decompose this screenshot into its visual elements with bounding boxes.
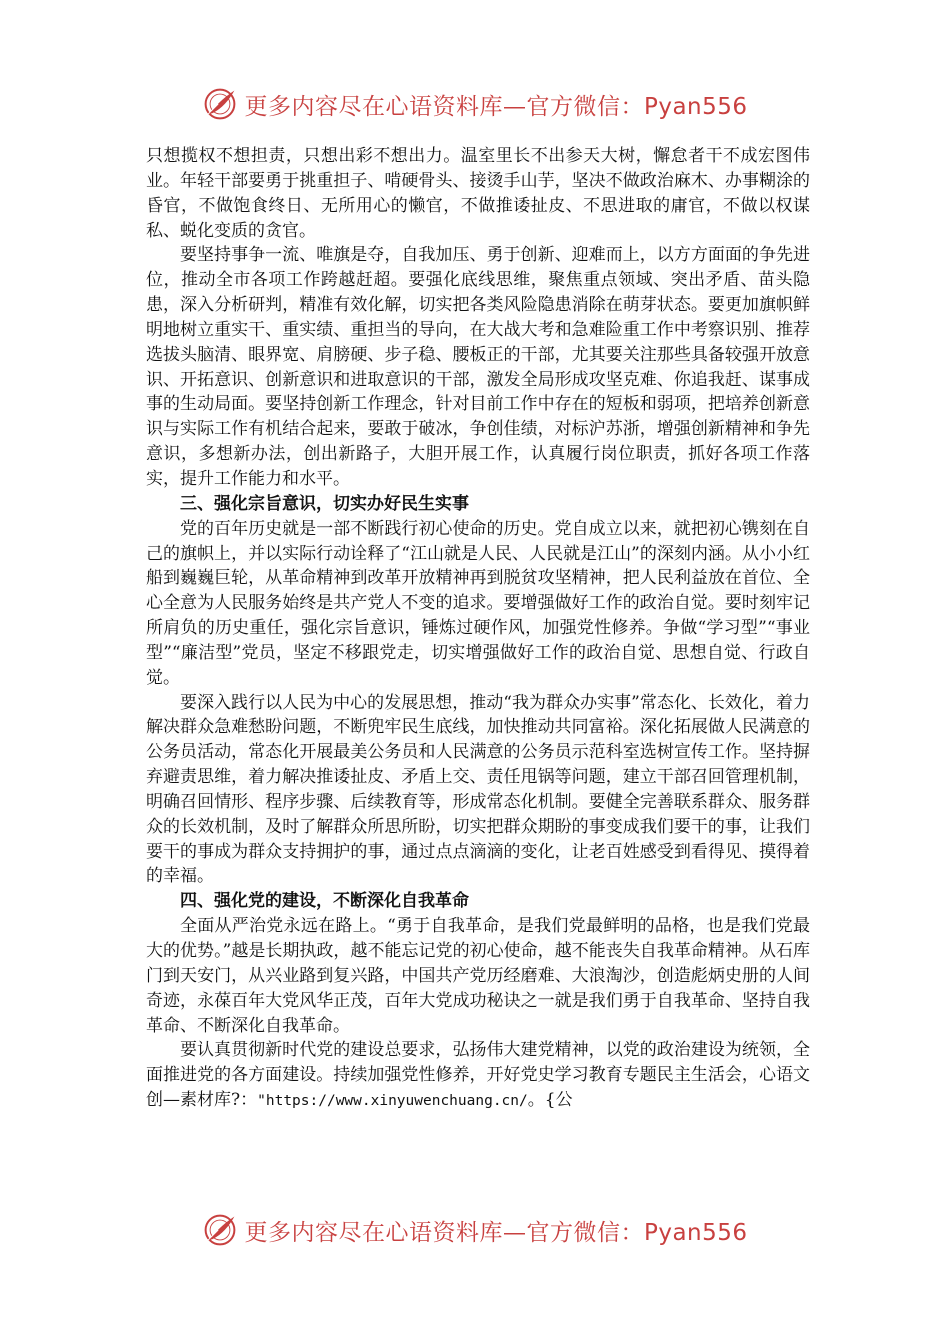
quill-logo-icon bbox=[202, 1212, 238, 1248]
source-url: "https://www.xinyuwenchuang.cn/ bbox=[257, 1093, 528, 1110]
paragraph: 全面从严治党永远在路上。“勇于自我革命，是我们党最鲜明的品格，也是我们党最大的优势。”越是长期执政，越不能忘记党的初心使命，越不能丧失自我革命精神。从石库门到天安门，从兴业路到复兴路，中国共产党历经磨难、大浪淘沙，创造彪炳史册的人间奇迹，永葆百年大党风华正茂，百年大党成功秘诀之一就是我们勇于自我革命、坚持自我革命、不断深化自我革命。 bbox=[146, 916, 810, 1036]
footer-watermark-banner bbox=[0, 1210, 950, 1250]
paragraph-continued: 只想揽权不想担责，只想出彩不想出力。温室里长不出参天大树，懈怠者干不成宏图伟业。年轻干部要勇于挑重担子、啃硬骨头、接烫手山芋，坚决不做政治麻木、办事糊涂的昏官，不做饱食终日、无所用心的懒官，不做推诿扯皮、不思进取的庸官，不做以权谋私、蜕化变质的贪官。 bbox=[146, 146, 810, 241]
header-watermark-banner bbox=[0, 84, 950, 124]
paragraph: 党的百年历史就是一部不断践行初心使命的历史。党自成立以来，就把初心镌刻在自己的旗帜上，并以实际行动诠释了“江山就是人民、人民就是江山”的深刻内涵。从小小红船到巍巍巨轮，从革命精神到改革开放精神再到脱贫攻坚精神，把人民利益放在首位、全心全意为人民服务始终是共产党人不变的追求。要增强做好工作的政治自觉。要时刻牢记所肩负的历史重任，强化宗旨意识，锤炼过硬作风，加强党性修养。争做“学习型”“事业型”“廉洁型”党员，坚定不移跟党走，切实增强做好工作的政治自觉、思想自觉、行政自觉。 bbox=[146, 518, 810, 688]
paragraph: 要坚持事争一流、唯旗是夺，自我加压、勇于创新、迎难而上，以方方面面的争先进位，推动全市各项工作跨越赶超。要强化底线思维，聚焦重点领域、突出矛盾、苗头隐患，深入分析研判，精准有效化解，切实把各类风险隐患消除在萌芽状态。要更加旗帜鲜明地树立重实干、重实绩、重担当的导向，在大战大考和急难险重工作中考察识别、推荐选拔头脑清、眼界宽、肩膀硬、步子稳、腰板正的干部，尤其要关注那些具备较强开放意识、开拓意识、创新意识和进取意识的干部，激发全局形成攻坚克难、你追我赶、谋事成事的生动局面。要坚持创新工作理念，针对目前工作中存在的短板和弱项，把培养创新意识与实际工作有机结合起来，要敢于破冰，争创佳绩，对标沪苏浙，增强创新精神和争先意识，多想新办法，创出新路子，大胆开展工作，认真履行岗位职责，抓好各项工作落实，提升工作能力和水平。 bbox=[146, 245, 810, 489]
quill-logo-icon bbox=[202, 86, 238, 122]
paragraph-last bbox=[146, 1038, 810, 1114]
banner-text: 更多内容尽在心语资料库—官方微信：Pyan556 bbox=[244, 93, 748, 120]
paragraph-text: 要认真贯彻新时代党的建设总要求，弘扬伟大建党精神，以党的政治建设为统领，全面推进党的各方面建设。持续加强党性修养，开好党史学习教育专题民主生活会，心语文创—素材库?： bbox=[146, 1040, 810, 1111]
section-heading-3: 三、强化宗旨意识，切实办好民生实事 bbox=[180, 493, 469, 514]
paragraph-tail: 。{公 bbox=[527, 1090, 573, 1111]
wechat-id: Pyan556 bbox=[643, 93, 748, 120]
article-body bbox=[146, 144, 810, 1114]
section-heading-4: 四、强化党的建设，不断深化自我革命 bbox=[180, 891, 469, 912]
wechat-id: Pyan556 bbox=[643, 1219, 748, 1246]
banner-text: 更多内容尽在心语资料库—官方微信：Pyan556 bbox=[244, 1219, 748, 1246]
paragraph: 要深入践行以人民为中心的发展思想，推动“我为群众办实事”常态化、长效化，着力解决群众急难愁盼问题，不断兜牢民生底线，加快推动共同富裕。深化拓展做人民满意的公务员活动，常态化开展最美公务员和人民满意的公务员示范科室选树宣传工作。坚持摒弃避责思维，着力解决推诿扯皮、矛盾上交、责任甩锅等问题，建立干部召回管理机制，明确召回情形、程序步骤、后续教育等，形成常态化机制。要健全完善联系群众、服务群众的长效机制，及时了解群众所思所盼，切实把群众期盼的事变成我们要干的事，让我们要干的事成为群众支持拥护的事，通过点点滴滴的变化，让老百姓感受到看得见、摸得着的幸福。 bbox=[146, 692, 810, 887]
